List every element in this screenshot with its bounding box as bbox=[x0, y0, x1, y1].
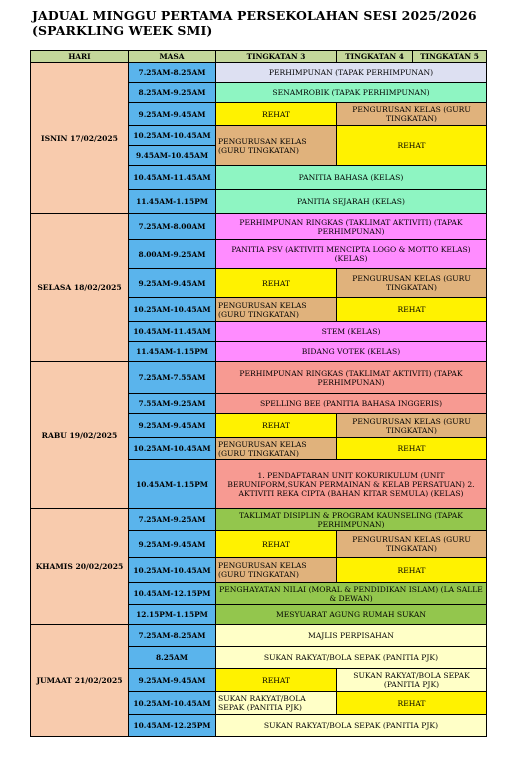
time-cell: 10.25AM-10.45AM bbox=[129, 558, 216, 583]
activity-cell: REHAT bbox=[216, 669, 337, 692]
time-cell: 12.15PM-1.15PM bbox=[129, 605, 216, 625]
time-cell: 10.25AM-10.45AM bbox=[129, 692, 216, 715]
time-cell: 9.45AM-10.45AM bbox=[129, 146, 216, 166]
day-cell: ISNIN 17/02/2025 bbox=[31, 63, 129, 214]
day-cell: RABU 19/02/2025 bbox=[31, 362, 129, 509]
time-cell: 10.45AM-12.25PM bbox=[129, 715, 216, 737]
time-cell: 7.25AM-7.55AM bbox=[129, 362, 216, 394]
time-cell: 8.25AM-9.25AM bbox=[129, 83, 216, 103]
day-cell: JUMAAT 21/02/2025 bbox=[31, 625, 129, 737]
activity-cell: PENGURUSAN KELAS (GURU TINGKATAN) bbox=[216, 438, 337, 460]
activity-cell: PENGURUSAN KELAS (GURU TINGKATAN) bbox=[337, 531, 487, 558]
activity-cell: REHAT bbox=[337, 692, 487, 715]
header-tingkatan-3: TINGKATAN 3 bbox=[216, 51, 337, 63]
activity-cell: STEM (KELAS) bbox=[216, 322, 487, 342]
time-cell: 8.25AM bbox=[129, 647, 216, 669]
activity-cell: SUKAN RAKYAT/BOLA SEPAK (PANITIA PJK) bbox=[337, 669, 487, 692]
activity-cell: PENGURUSAN KELAS (GURU TINGKATAN) bbox=[337, 414, 487, 438]
title-line-2: (SPARKLING WEEK SMI) bbox=[32, 23, 213, 38]
activity-cell: PERHIMPUNAN RINGKAS (TAKLIMAT AKTIVITI) (TAPAK PERHIMPUNAN) bbox=[216, 362, 487, 394]
header-hari: HARI bbox=[31, 51, 129, 63]
activity-cell: PENGURUSAN KELAS (GURU TINGKATAN) bbox=[216, 558, 337, 583]
header-row bbox=[31, 51, 487, 63]
time-cell: 7.25AM-8.00AM bbox=[129, 214, 216, 240]
activity-cell: REHAT bbox=[337, 126, 487, 166]
time-cell: 7.55AM-9.25AM bbox=[129, 394, 216, 414]
time-cell: 7.25AM-8.25AM bbox=[129, 63, 216, 83]
activity-cell: SUKAN RAKYAT/BOLA SEPAK (PANITIA PJK) bbox=[216, 715, 487, 737]
activity-cell: PANITIA PSV (AKTIVITI MENCIPTA LOGO & MOTTO KELAS) (KELAS) bbox=[216, 240, 487, 269]
activity-cell: PERHIMPUNAN RINGKAS (TAKLIMAT AKTIVITI) (TAPAK PERHIMPUNAN) bbox=[216, 214, 487, 240]
title-line-1: JADUAL MINGGU PERTAMA PERSEKOLAHAN SESI 2025/2026 bbox=[32, 8, 477, 23]
activity-cell: PENGURUSAN KELAS (GURU TINGKATAN) bbox=[337, 103, 487, 126]
schedule-row bbox=[31, 625, 487, 647]
activity-cell: 1. PENDAFTARAN UNIT KOKURIKULUM (UNIT BERUNIFORM,SUKAN PERMAINAN & KELAB PERSATUAN) 2. AKTIVITI REKA CIPTA (BAHAN KITAR SEMULA) (KELAS) bbox=[216, 460, 487, 509]
activity-cell: REHAT bbox=[216, 414, 337, 438]
activity-cell: SUKAN RAKYAT/BOLA SEPAK (PANITIA PJK) bbox=[216, 692, 337, 715]
schedule-row bbox=[31, 63, 487, 83]
time-cell: 10.25AM-10.45AM bbox=[129, 126, 216, 146]
time-cell: 11.45AM-1.15PM bbox=[129, 190, 216, 214]
activity-cell: REHAT bbox=[337, 298, 487, 322]
day-cell: SELASA 18/02/2025 bbox=[31, 214, 129, 362]
activity-cell: PENGURUSAN KELAS (GURU TINGKATAN) bbox=[216, 126, 337, 166]
time-cell: 7.25AM-8.25AM bbox=[129, 625, 216, 647]
page-title bbox=[32, 8, 477, 38]
activity-cell: TAKLIMAT DISIPLIN & PROGRAM KAUNSELING (TAPAK PERHIMPUNAN) bbox=[216, 509, 487, 531]
activity-cell: REHAT bbox=[216, 269, 337, 298]
time-cell: 9.25AM-9.45AM bbox=[129, 269, 216, 298]
activity-cell: PERHIMPUNAN (TAPAK PERHIMPUNAN) bbox=[216, 63, 487, 83]
activity-cell: PENGURUSAN KELAS (GURU TINGKATAN) bbox=[337, 269, 487, 298]
time-cell: 10.45AM-12.15PM bbox=[129, 583, 216, 605]
time-cell: 7.25AM-9.25AM bbox=[129, 509, 216, 531]
activity-cell: PENGURUSAN KELAS (GURU TINGKATAN) bbox=[216, 298, 337, 322]
day-cell: KHAMIS 20/02/2025 bbox=[31, 509, 129, 625]
time-cell: 10.45AM-1.15PM bbox=[129, 460, 216, 509]
header-tingkatan-5: TINGKATAN 5 bbox=[413, 51, 487, 63]
header-tingkatan-4: TINGKATAN 4 bbox=[337, 51, 413, 63]
activity-cell: REHAT bbox=[216, 531, 337, 558]
time-cell: 10.25AM-10.45AM bbox=[129, 438, 216, 460]
activity-cell: PANITIA SEJARAH (KELAS) bbox=[216, 190, 487, 214]
activity-cell: BIDANG VOTEK (KELAS) bbox=[216, 342, 487, 362]
header-masa: MASA bbox=[129, 51, 216, 63]
time-cell: 9.25AM-9.45AM bbox=[129, 414, 216, 438]
activity-cell: PANITIA BAHASA (KELAS) bbox=[216, 166, 487, 190]
schedule-table bbox=[30, 50, 487, 737]
time-cell: 10.45AM-11.45AM bbox=[129, 166, 216, 190]
schedule-row bbox=[31, 214, 487, 240]
time-cell: 9.25AM-9.45AM bbox=[129, 669, 216, 692]
time-cell: 8.00AM-9.25AM bbox=[129, 240, 216, 269]
activity-cell: SPELLING BEE (PANITIA BAHASA INGGERIS) bbox=[216, 394, 487, 414]
activity-cell: REHAT bbox=[216, 103, 337, 126]
activity-cell: REHAT bbox=[337, 558, 487, 583]
schedule-row bbox=[31, 362, 487, 394]
activity-cell: SUKAN RAKYAT/BOLA SEPAK (PANITIA PJK) bbox=[216, 647, 487, 669]
activity-cell: MAJLIS PERPISAHAN bbox=[216, 625, 487, 647]
activity-cell: MESYUARAT AGUNG RUMAH SUKAN bbox=[216, 605, 487, 625]
activity-cell: REHAT bbox=[337, 438, 487, 460]
activity-cell: PENGHAYATAN NILAI (MORAL & PENDIDIKAN ISLAM) (LA SALLE & DEWAN) bbox=[216, 583, 487, 605]
time-cell: 9.25AM-9.45AM bbox=[129, 103, 216, 126]
schedule-row bbox=[31, 509, 487, 531]
time-cell: 10.25AM-10.45AM bbox=[129, 298, 216, 322]
time-cell: 10.45AM-11.45AM bbox=[129, 322, 216, 342]
time-cell: 9.25AM-9.45AM bbox=[129, 531, 216, 558]
time-cell: 11.45AM-1.15PM bbox=[129, 342, 216, 362]
activity-cell: SENAMROBIK (TAPAK PERHIMPUNAN) bbox=[216, 83, 487, 103]
